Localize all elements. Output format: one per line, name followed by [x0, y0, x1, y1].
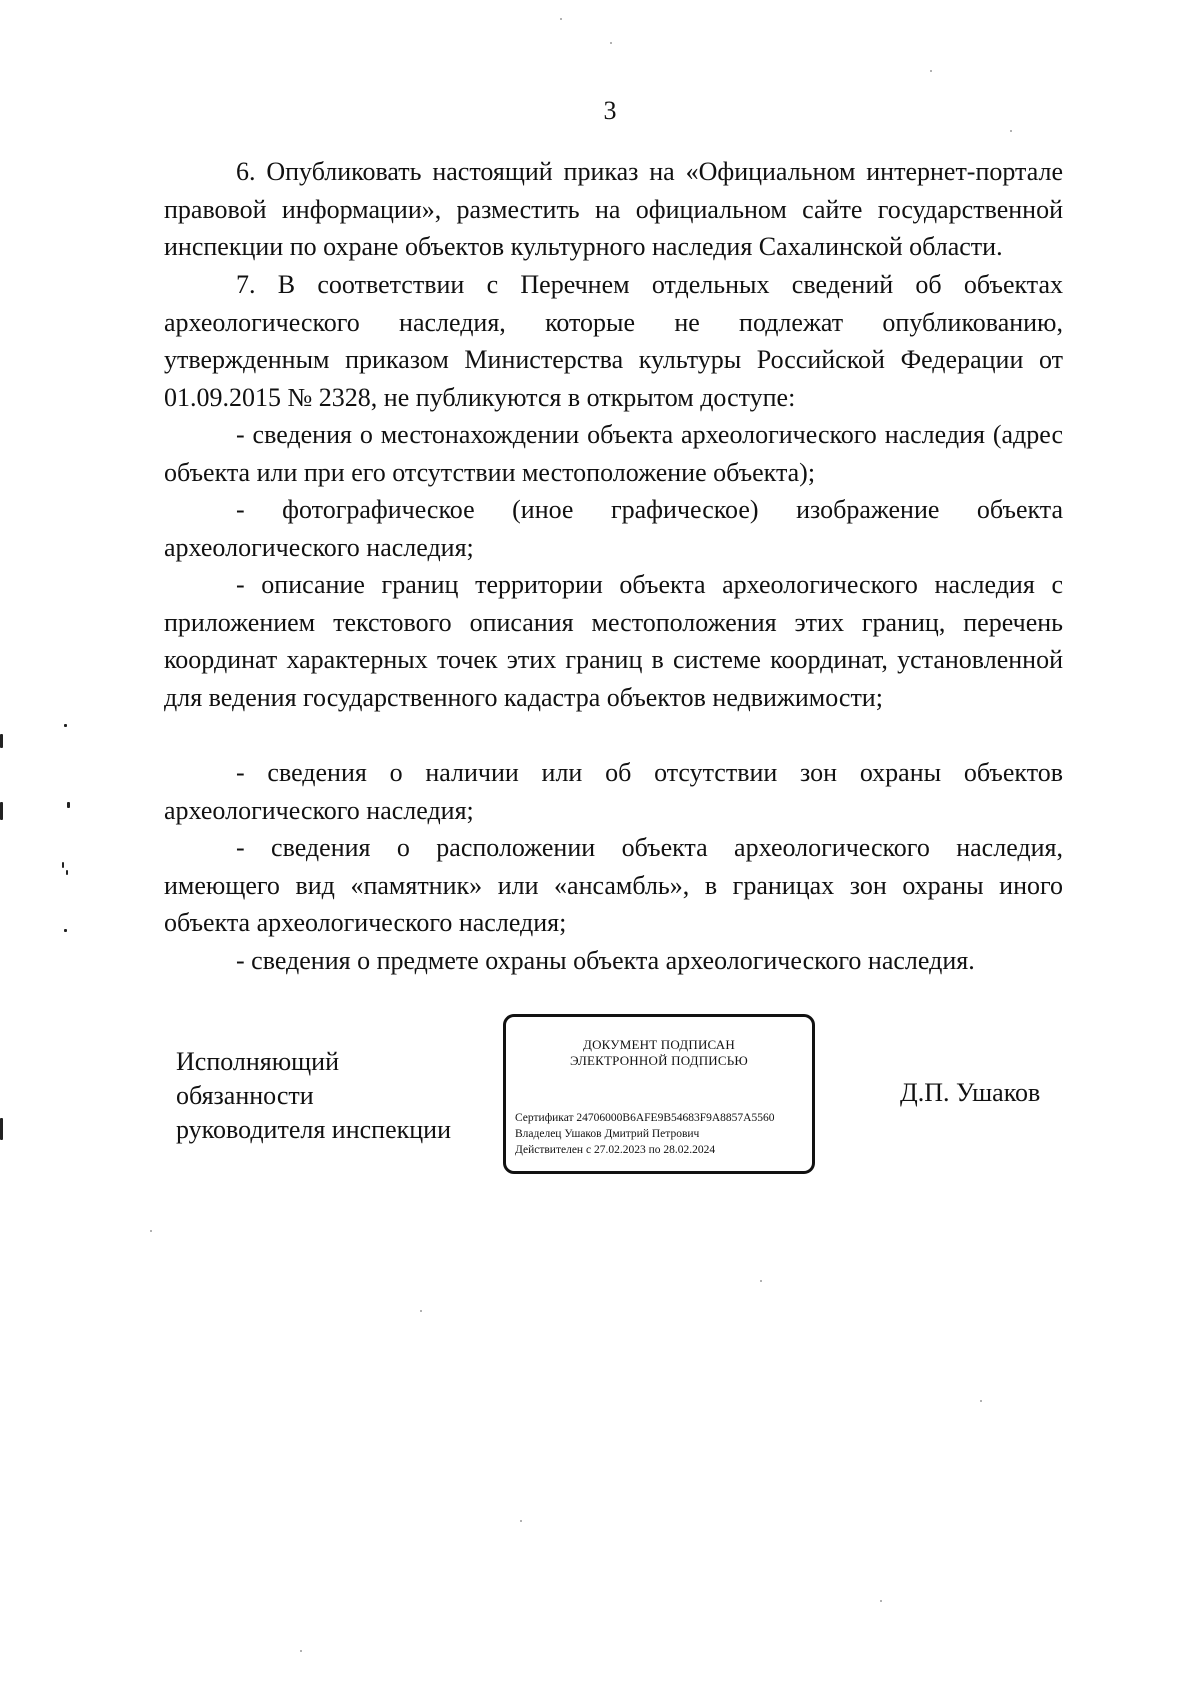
stamp-header-line: ДОКУМЕНТ ПОДПИСАН [583, 1037, 735, 1052]
list-item-location-in-zones: - сведения о расположении объекта археологического наследия, имеющего вид «памятник» или «ансамбль», в границах зон охраны иного объекта археологического наследия; [164, 833, 1063, 938]
scan-speck [150, 1230, 152, 1232]
scan-speck [610, 42, 612, 44]
scan-speck [560, 18, 562, 20]
scan-margin-mark [62, 862, 64, 868]
list-item-protection-subject: - сведения о предмете охраны объекта археологического наследия. [236, 946, 975, 975]
scan-margin-mark [64, 929, 67, 932]
scan-speck [420, 1310, 422, 1312]
list-item-boundaries: - описание границ территории объекта археологического наследия с приложением текстового описания местоположения этих границ, перечень координат характерных точек этих границ в системе координат, установленной для ведения государственного кадастра объектов недвижимости; [164, 570, 1063, 712]
scan-margin-mark [66, 870, 68, 875]
page-number: 3 [603, 96, 617, 125]
scan-speck [760, 1280, 762, 1282]
list-item-protection-zones: - сведения о наличии или об отсутствии зон охраны объектов археологического наследия; [164, 758, 1063, 825]
stamp-header [506, 1037, 812, 1069]
stamp-validity: Действителен с 27.02.2023 по 28.02.2024 [515, 1144, 716, 1156]
list-item-photo: - фотографическое (иное графическое) изображение объекта археологического наследия; [164, 495, 1063, 562]
stamp-owner: Владелец Ушаков Дмитрий Петрович [515, 1128, 700, 1140]
signer-name: Д.П. Ушаков [900, 1078, 1041, 1107]
scan-margin-mark [0, 802, 3, 820]
stamp-header-line: ЭЛЕКТРОННОЙ ПОДПИСЬЮ [570, 1053, 748, 1068]
scan-margin-mark [67, 802, 70, 808]
signer-title-line: Исполняющий [176, 1047, 340, 1076]
scan-speck [980, 1400, 982, 1402]
stamp-details [515, 1110, 775, 1158]
scan-speck [1010, 130, 1012, 132]
list-item-location: - сведения о местонахождении объекта археологического наследия (адрес объекта или при его отсутствии местоположение объекта); [164, 420, 1063, 487]
stamp-certificate: Сертификат 24706000B6AFE9B54683F9A8857A5560 [515, 1112, 775, 1124]
scan-speck [930, 70, 932, 72]
signer-title-line: руководителя инспекции [176, 1115, 451, 1144]
scan-speck [880, 1600, 882, 1602]
paragraph-6: 6. Опубликовать настоящий приказ на «Официальном интернет-портале правовой информации», разместить на официальном сайте государственной инспекции по охране объектов культурного наследия Сахалинской области. [164, 157, 1063, 262]
signer-title-line: обязанности [176, 1081, 314, 1110]
scan-margin-mark [0, 1118, 3, 1140]
signer-title [176, 1045, 496, 1147]
electronic-signature-stamp [503, 1014, 815, 1174]
paragraph-7: 7. В соответствии с Перечнем отдельных сведений об объектах археологического наследия, которые не подлежат опубликованию, утвержденным приказом Министерства культуры Российской Федерации от 01.09.2015 № 2328, не публикуются в открытом доступе: [164, 270, 1063, 412]
scan-speck [520, 1520, 522, 1522]
scan-speck [300, 1650, 302, 1652]
scan-margin-mark [0, 734, 3, 748]
scan-margin-mark [64, 724, 67, 727]
